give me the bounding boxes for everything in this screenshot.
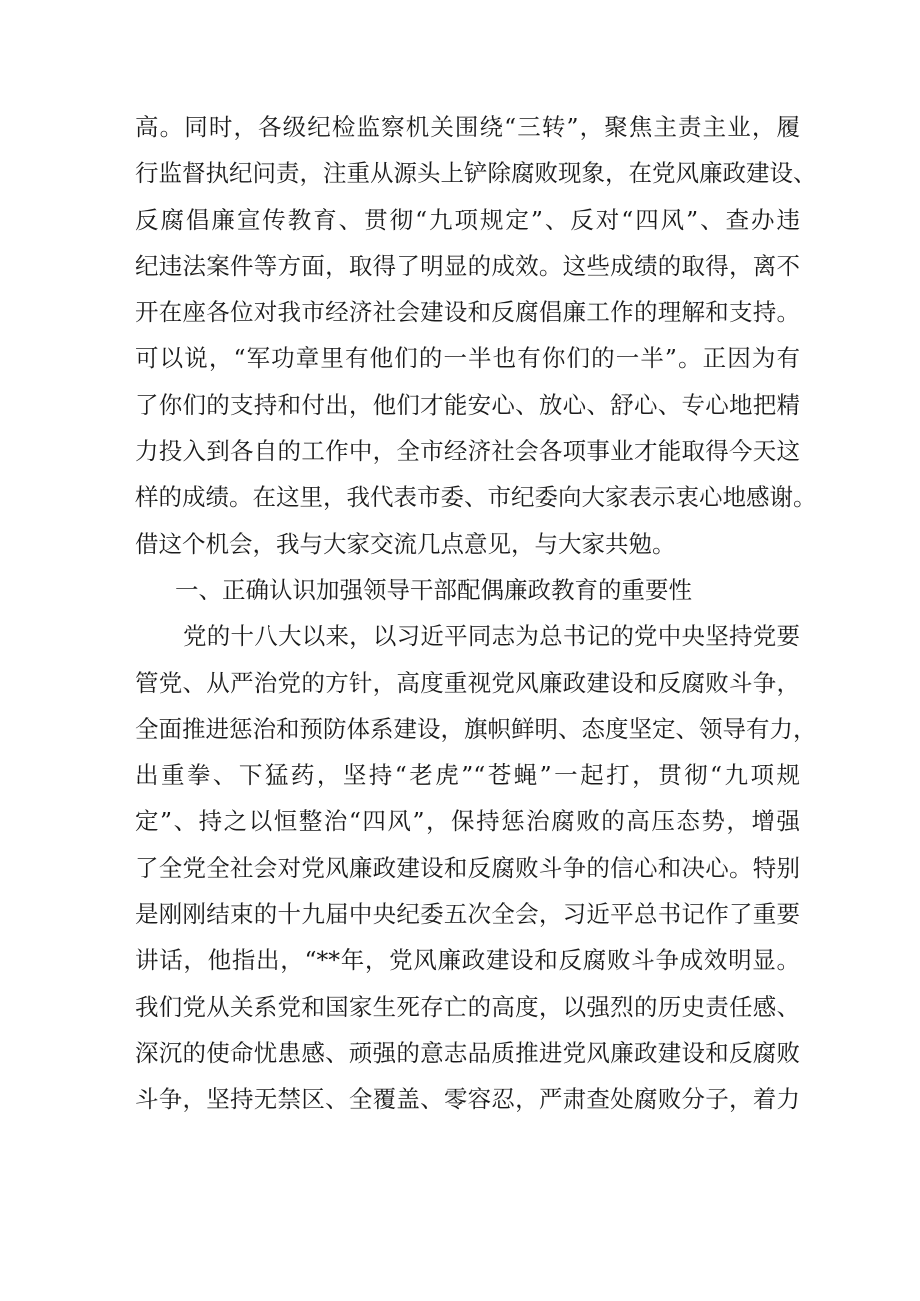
paragraph-2 (135, 613, 817, 1122)
document-body (135, 104, 817, 1123)
text-line: 斗争，坚持无禁区、全覆盖、零容忍，严肃查处腐败分子，着力 (135, 1085, 800, 1114)
text-line: 讲话，他指出，“**年，党风廉政建设和反腐败斗争成效明显。 (135, 946, 800, 975)
text-line: 力投入到各自的工作中，全市经济社会各项事业才能取得今天这 (135, 437, 800, 466)
text-line: 定”、持之以恒整治“四风”，保持惩治腐败的高压态势，增强 (135, 807, 800, 836)
text-line: 反腐倡廉宣传教育、贯彻“九项规定”、反对“四风”、查办违 (135, 205, 800, 234)
paragraph-1 (135, 104, 817, 567)
text-line: 全面推进惩治和预防体系建设，旗帜鲜明、态度坚定、领导有力， (135, 714, 817, 743)
text-line: 深沉的使命忧患感、顽强的意志品质推进党风廉政建设和反腐败 (135, 1038, 800, 1067)
text-line: 我们党从关系党和国家生死存亡的高度，以强烈的历史责任感、 (135, 992, 800, 1021)
text-line: 开在座各位对我市经济社会建设和反腐倡廉工作的理解和支持。 (135, 298, 800, 327)
text-line: 是刚刚结束的十九届中央纪委五次全会，习近平总书记作了重要 (135, 900, 800, 929)
text-line: 样的成绩。在这里，我代表市委、市纪委向大家表示衷心地感谢。 (135, 483, 817, 512)
section-heading: 一、正确认识加强领导干部配偶廉政教育的重要性 (175, 575, 692, 604)
text-line: 纪违法案件等方面，取得了明显的成效。这些成绩的取得，离不 (135, 251, 800, 280)
text-line: 出重拳、下猛药，坚持“老虎”“苍蝇”一起打，贯彻“九项规 (135, 761, 800, 790)
text-line: 了全党全社会对党风廉政建设和反腐败斗争的信心和决心。特别 (135, 853, 800, 882)
text-line: 行监督执纪问责，注重从源头上铲除腐败现象，在党风廉政建设、 (135, 159, 817, 188)
text-line: 借这个机会，我与大家交流几点意见，与大家共勉。 (135, 529, 676, 558)
text-line: 高。同时，各级纪检监察机关围绕“三转”，聚焦主责主业，履 (135, 113, 800, 141)
text-line: 可以说，“军功章里有他们的一半也有你们的一半”。正因为有 (135, 344, 800, 373)
text-line: 了你们的支持和付出，他们才能安心、放心、舒心、专心地把精 (135, 390, 800, 419)
text-line: 管党、从严治党的方针，高度重视党风廉政建设和反腐败斗争， (135, 668, 800, 697)
text-line: 党的十八大以来，以习近平同志为总书记的党中央坚持党要 (183, 622, 800, 651)
